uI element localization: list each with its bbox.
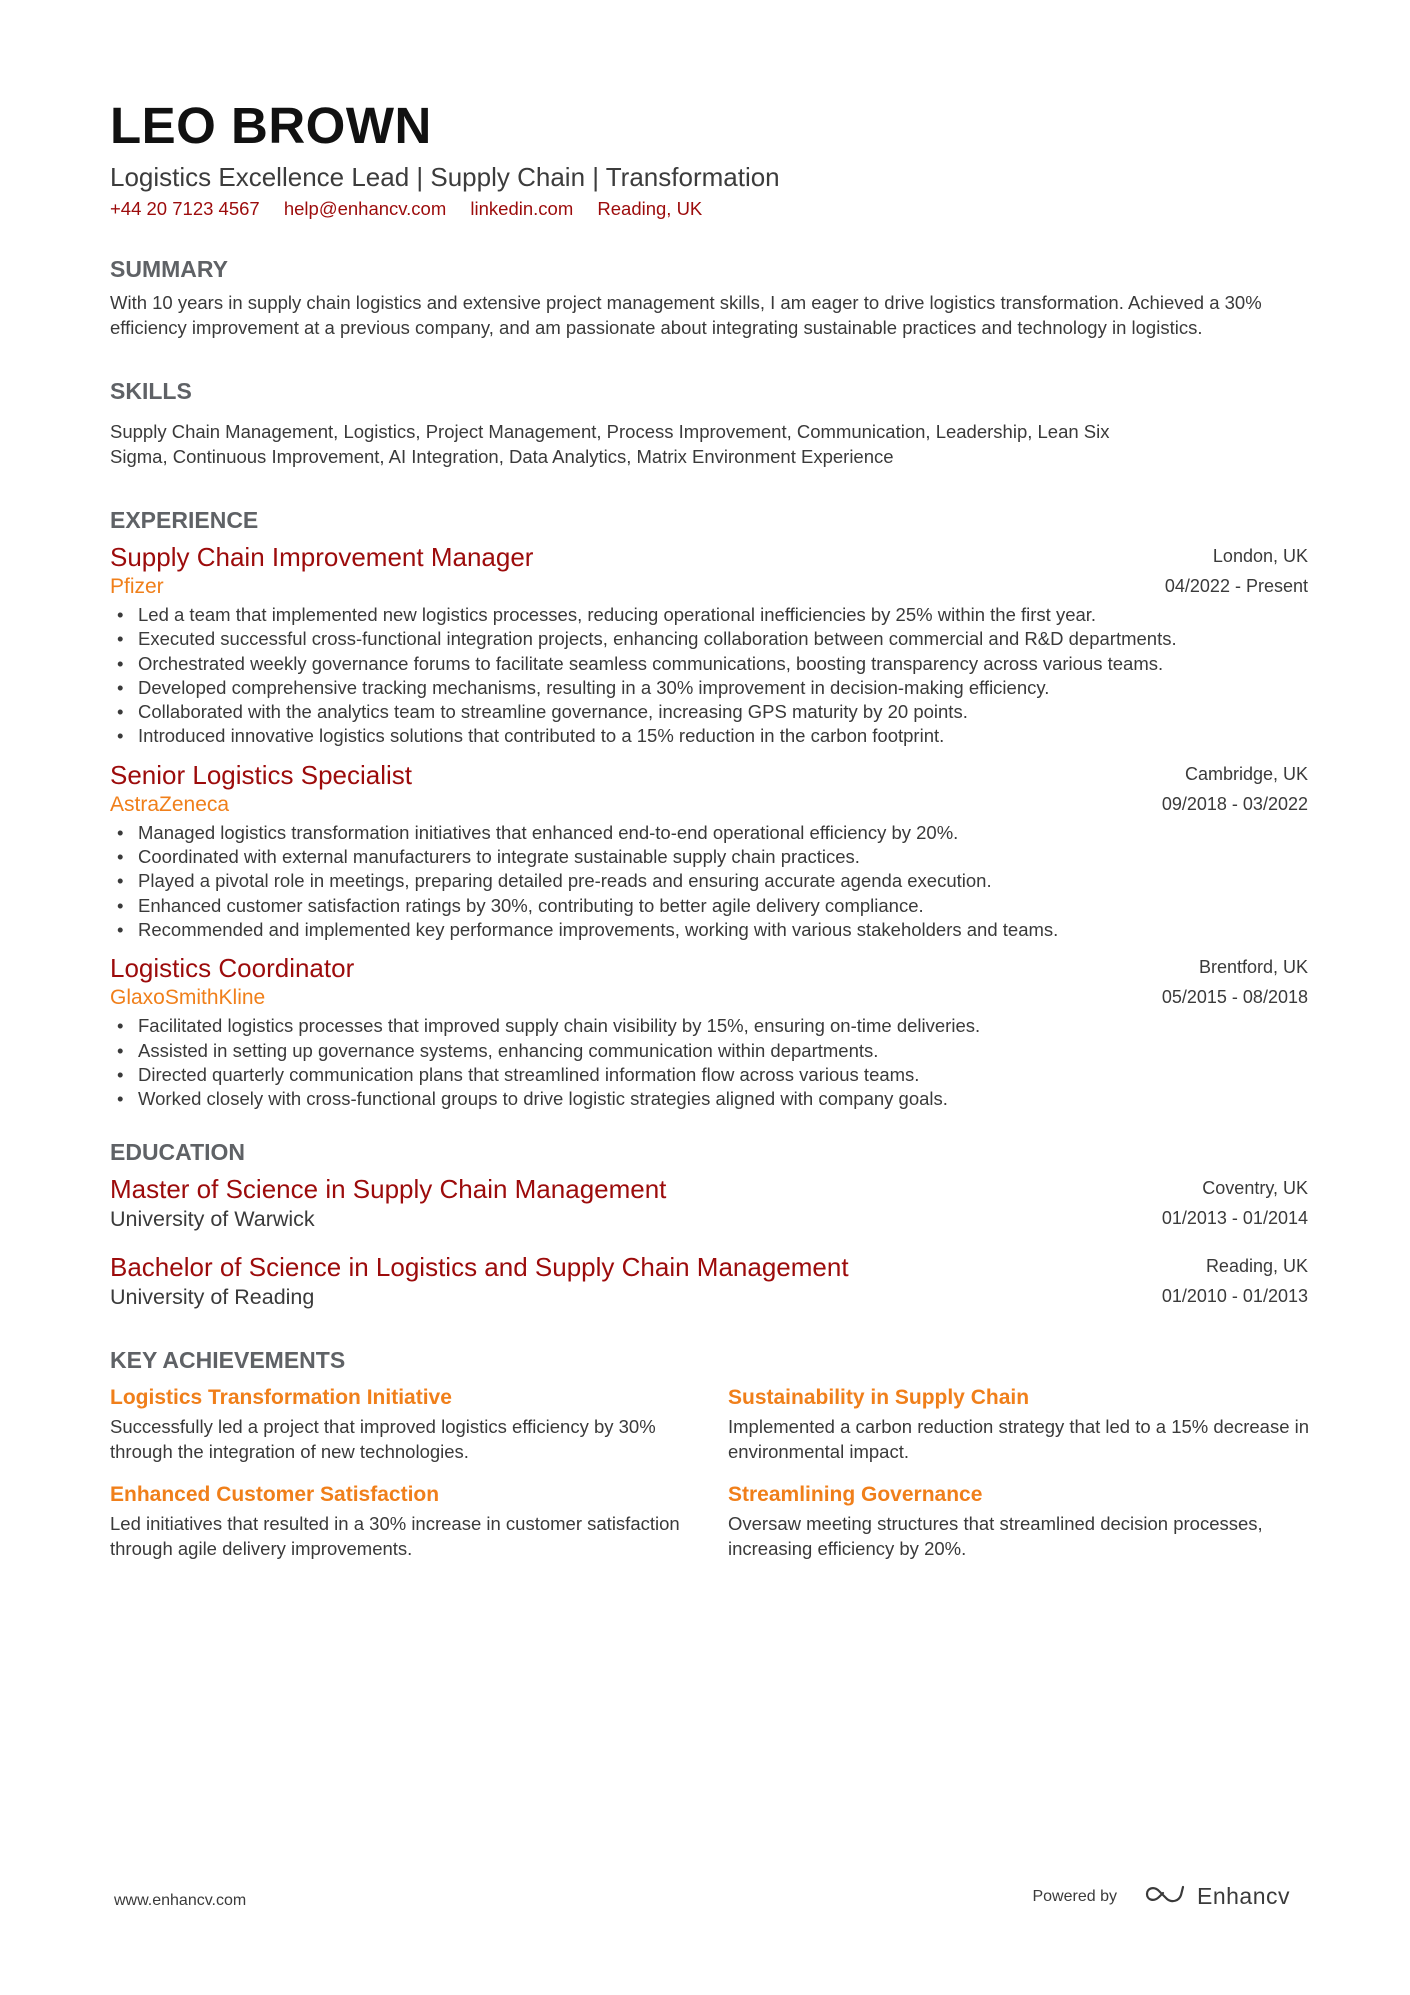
- education-degree: Master of Science in Supply Chain Management: [110, 1174, 667, 1205]
- contact-line: [110, 196, 1308, 222]
- job-bullet: • Played a pivotal role in meetings, preparing detailed pre-reads and ensuring accurate agenda execution.: [110, 869, 1308, 893]
- footer-website[interactable]: www.enhancv.com: [114, 1892, 247, 1909]
- contact-email[interactable]: help@enhancv.com: [283, 198, 447, 219]
- job-meta: [1162, 952, 1308, 1012]
- achievements-section: [110, 1345, 1308, 1577]
- achievement-desc: Led initiatives that resulted in a 30% increase in customer satisfaction through agile delivery improvements.: [110, 1513, 680, 1559]
- contact-linkedin[interactable]: linkedin.com: [470, 198, 574, 219]
- skills-section: [110, 376, 1308, 469]
- contact-location: Reading, UK: [597, 198, 703, 219]
- achievement-item: [728, 1383, 1308, 1464]
- enhancv-brand[interactable]: Enhancv: [1196, 1883, 1290, 1909]
- job-bullet: • Enhanced customer satisfaction ratings by 30%, contributing to better agile delivery compliance.: [110, 894, 1308, 918]
- achievement-title: Sustainability in Supply Chain: [728, 1386, 1030, 1410]
- job-meta: [1165, 541, 1308, 601]
- summary-text: With 10 years in supply chain logistics and extensive project management skills, I am eager to drive logistics transformation. Achieved a 30% efficiency improvement at a previous company, and am passionate about integrating sustainable practices and technology in logistics.: [110, 292, 1262, 338]
- experience-heading: EXPERIENCE: [110, 507, 259, 533]
- achievement-desc: Implemented a carbon reduction strategy that led to a 15% decrease in environmental impact.: [728, 1416, 1310, 1462]
- education-school: University of Warwick: [110, 1207, 315, 1232]
- job-bullets: [110, 1014, 1308, 1111]
- candidate-name: LEO BROWN: [110, 97, 432, 154]
- job-dates: 09/2018 - 03/2022: [1161, 793, 1308, 814]
- skills-heading: SKILLS: [110, 378, 192, 404]
- education-dates: 01/2013 - 01/2014: [1161, 1208, 1308, 1229]
- job-bullet: • Developed comprehensive tracking mechanisms, resulting in a 30% improvement in decision-making efficiency.: [110, 676, 1308, 700]
- job-location: Brentford, UK: [1198, 957, 1308, 978]
- job-bullets: [110, 603, 1308, 749]
- footer-branding: [1032, 1882, 1290, 1911]
- job-bullet: • Collaborated with the analytics team to streamline governance, increasing GPS maturity by 20 points.: [110, 700, 1308, 724]
- education-entry: [110, 1173, 1308, 1233]
- job-company: GlaxoSmithKline: [110, 986, 266, 1010]
- job-bullet: • Executed successful cross-functional integration projects, enhancing collaboration between commercial and R&D departments.: [110, 627, 1308, 651]
- education-school: University of Reading: [110, 1285, 315, 1310]
- job-company: Pfizer: [110, 575, 164, 598]
- education-location: Reading, UK: [1205, 1256, 1308, 1277]
- achievement-title: Enhanced Customer Satisfaction: [110, 1483, 440, 1507]
- job-entry: [110, 759, 1308, 942]
- experience-section: [110, 505, 1308, 1111]
- achievement-desc: Successfully led a project that improved logistics efficiency by 30% through the integration of new technologies.: [110, 1416, 656, 1462]
- achievement-title: Logistics Transformation Initiative: [110, 1386, 452, 1410]
- skills-list: Supply Chain Management, Logistics, Project Management, Process Improvement, Communication, Leadership, Lean Six Sigma, Continuous Improvement, AI Integration, Data Analytics, Matrix Environment Experience: [110, 421, 1110, 467]
- achievement-item: [110, 1383, 728, 1464]
- education-meta: [1162, 1173, 1308, 1233]
- job-entry: [110, 952, 1308, 1111]
- contact-phone[interactable]: +44 20 7123 4567: [110, 198, 260, 219]
- job-dates: 05/2015 - 08/2018: [1161, 987, 1308, 1008]
- resume-page: [110, 96, 1308, 1577]
- achievement-item: [728, 1480, 1308, 1561]
- education-meta: [1162, 1251, 1308, 1311]
- job-bullet: • Facilitated logistics processes that improved supply chain visibility by 15%, ensuring on-time deliveries.: [110, 1014, 1308, 1038]
- achievement-desc: Oversaw meeting structures that streamlined decision processes, increasing efficiency by 20%.: [728, 1513, 1263, 1559]
- job-company: AstraZeneca: [110, 792, 230, 816]
- job-title: Logistics Coordinator: [110, 953, 355, 984]
- job-bullet: • Orchestrated weekly governance forums to facilitate seamless communications, boosting transparency across various teams.: [110, 652, 1308, 676]
- achievement-title: Streamlining Governance: [728, 1483, 983, 1507]
- job-bullet: • Coordinated with external manufacturers to integrate sustainable supply chain practices.: [110, 845, 1308, 869]
- job-entry: [110, 541, 1308, 749]
- education-location: Coventry, UK: [1202, 1178, 1308, 1199]
- job-title: Senior Logistics Specialist: [110, 759, 413, 790]
- job-title: Supply Chain Improvement Manager: [110, 542, 534, 572]
- education-heading: EDUCATION: [110, 1139, 246, 1166]
- job-location: Cambridge, UK: [1184, 763, 1308, 784]
- job-bullet: • Assisted in setting up governance systems, enhancing communication within departments.: [110, 1039, 1308, 1063]
- achievement-item: [110, 1480, 728, 1561]
- job-bullet: • Introduced innovative logistics solutions that contributed to a 15% reduction in the carbon footprint.: [110, 724, 1308, 748]
- achievements-grid: [110, 1383, 1308, 1577]
- candidate-tagline: Logistics Excellence Lead | Supply Chain | Transformation: [110, 162, 780, 192]
- job-meta: [1162, 759, 1308, 819]
- job-bullets: [110, 821, 1308, 942]
- job-bullet: • Managed logistics transformation initiatives that enhanced end-to-end operational efficiency by 20%.: [110, 821, 1308, 845]
- powered-by-label: Powered by: [1032, 1887, 1117, 1905]
- summary-section: [110, 254, 1308, 340]
- education-degree: Bachelor of Science in Logistics and Supply Chain Management: [110, 1252, 849, 1283]
- job-bullet: • Recommended and implemented key performance improvements, working with various stakeholders and teams.: [110, 918, 1308, 942]
- education-entry: [110, 1251, 1308, 1311]
- enhancv-logo-icon: [1143, 1882, 1187, 1911]
- education-dates: 01/2010 - 01/2013: [1161, 1286, 1308, 1307]
- education-section: [110, 1137, 1308, 1311]
- job-bullet: • Worked closely with cross-functional groups to drive logistic strategies aligned with company goals.: [110, 1087, 1308, 1111]
- achievements-heading: KEY ACHIEVEMENTS: [110, 1347, 346, 1374]
- job-bullet: • Directed quarterly communication plans that streamlined information flow across various teams.: [110, 1063, 1308, 1087]
- job-bullet: • Led a team that implemented new logistics processes, reducing operational inefficiencies by 25% within the first year.: [110, 603, 1308, 627]
- job-location: London, UK: [1212, 546, 1308, 566]
- job-dates: 04/2022 - Present: [1164, 576, 1308, 596]
- summary-heading: SUMMARY: [110, 256, 228, 282]
